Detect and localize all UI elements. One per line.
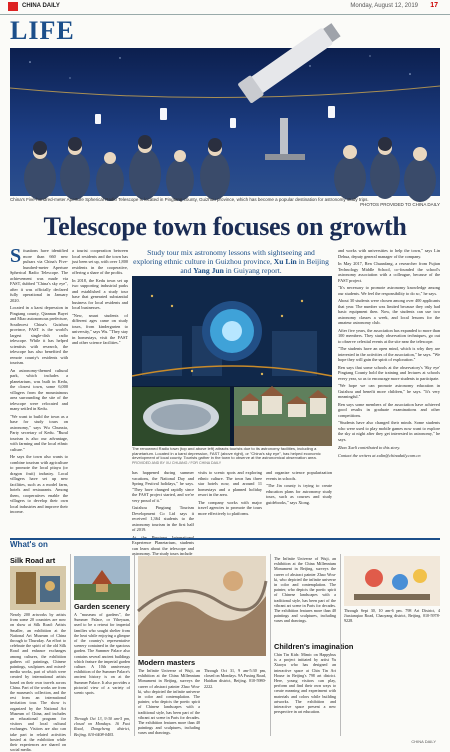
event-info: Through Sept 30, 10 am-6 pm. 798 Art District, 4 Jiuxianqiao Road, Chaoyang district, Beijing. 010-5978-9228. bbox=[344, 608, 440, 624]
whats-on-title: What's on bbox=[10, 540, 48, 549]
event-title: Garden scenery bbox=[74, 602, 130, 611]
page-number: 17 bbox=[430, 2, 438, 9]
col1-para-d: "We want to build the town as a base for study tours on astronomy," says Wu Chunxia, Party secretary of Kedu. "Rural tourism is also our advantage, with farming and the local ethnic culture." bbox=[10, 413, 68, 452]
column-divider bbox=[270, 554, 271, 736]
col2-para-b: In 2018, the Kedu town set up two supporting industrial parks and established a study tour base that generated substantial business for local residents and local businesses. bbox=[72, 277, 128, 310]
event-title: Silk Road art bbox=[10, 556, 56, 565]
event-photo-silk-road bbox=[10, 566, 66, 610]
brand-name: CHINA DAILY bbox=[22, 3, 60, 9]
col4-para-b: The company works with major travel agencies to promote the tours more effectively to platforms. bbox=[198, 499, 262, 516]
col4-para-a: visits to scenic spots and exploring ethnic culture. The town has three star hotels now, and around 11 homestays and a planned holiday resort in the area. bbox=[198, 470, 262, 497]
col3-para-b: Guizhou Pingtang Tourism Development Co Ltd says it received 1,364 students to the astronomy tourism in the first half of 2019. bbox=[132, 505, 194, 532]
col1-para-e: He says the town also wants to combine tourism with agriculture to promote the local pitaya (or dragon fruit) industry. Local villagers have set up new facilities, such as a model farm, hotels and restaurants. Among them, cooperatives enable the villagers to develop their own local industries and improve their income. bbox=[10, 454, 68, 514]
event-photo-children bbox=[344, 556, 440, 606]
article-column-3 bbox=[132, 470, 194, 556]
section-title: LIFE bbox=[10, 16, 75, 45]
col1-para-b: Located in a karst depression in Pingtang county, Qiannan Buyei and Miao autonomous prefecture, Southwest China's Guizhou province, FAST is the world's largest single-dish radio telescope. While it has helped scientists with research, the telescope has also benefited the remote county's residents with tourism. bbox=[10, 305, 68, 365]
col5-para-b: "The Jin county is trying to create education plans for astronomy study tours, such as courses and study guidebooks," says Xiong. bbox=[266, 483, 332, 505]
col6-para-f: "The students have an open mind, which is why they are interested in the activities of the association," he says. "We hope they will gain the spirit of exploration." bbox=[338, 346, 440, 362]
col5-para-a: and organize science popularization events in schools. bbox=[266, 470, 332, 481]
page-header bbox=[0, 0, 450, 15]
article-column-6 bbox=[338, 248, 440, 538]
article-column-5 bbox=[266, 470, 332, 536]
subhead: Study tour mix astronomy lessons with sightseeing and exploring ethnic culture in Guizhou province, Xu Lin in Beijing and Yang Jun in Guiyang report. bbox=[133, 248, 329, 275]
byline-2: Yang Jun bbox=[193, 266, 224, 275]
col3-para-a: has happened during summer vacations, the National Day and Spring Festival holidays," he says. "They have changed rapidly since the FAST project started, and we're very proud of it." bbox=[132, 470, 194, 503]
article-column-4 bbox=[198, 470, 262, 536]
col1-para-a: ituations have identified more than 660 new pulsars via China's Five-hundred-meter Aperture Spherical Radio Telescope. The achievement was made via FAST, dubbed "China's sky eye", after it was officially declared fully operational in January 2020. bbox=[10, 248, 68, 303]
event-photo-summer-palace bbox=[74, 556, 130, 600]
event-body: The Infinite Universe of Wuji, an exhibition at the China Millennium Monument in Beijing, surveys the career of abstract painter Zhao Wou-ki, who depicted the infinite universe in color and contemplation. The painter, who depicts the poetic spirit of Chinese landscapes with a traditional style, has been part of the vibrant art scene in Paris for decades. The exhibition features more than 40 paintings and sculptures, including vases and drawings. bbox=[138, 668, 200, 736]
col6-para-h: "We hope we can promote astronomy education in Guizhou and benefit more children," he says. "It's very meaningful." bbox=[338, 383, 440, 399]
event-body: Chin Tin Kids: Mimic on Happybus is a project initiated by artist Yu Xiaoyu who has designed an interactive space at Chin Tin Art House in Beijing's 798 art district. Here, young visitors can play, perform and find their own ways to create meaning and experiment with materials and colors while building artworks. The exhibition and interactive space present a new perspective in art education. bbox=[274, 652, 336, 715]
event-photo-modern-masters bbox=[138, 556, 266, 656]
col6-para-e: After five years, the association has expanded to more than 100 members. They study observation techniques, go out to observe celestial events at the site near the telescope. bbox=[338, 327, 440, 344]
issue-date: Monday, August 12, 2019 bbox=[350, 3, 418, 9]
contributor-note: Zhao Xueli contributed to this story. bbox=[338, 445, 401, 450]
event-body: Nearly 200 artworks by artists from some 20 countries are now on show at Silk Road: Artists Smaller, an exhibition at the National Art Museum of China through to Thursday. An effort to celebrate the spirit of the old Silk Road and enhance exchanges among cultures, the exhibition gathers oil paintings, Chinese paintings, sculptures and mixed-media works, part of which were created by international artists based on their own travels across China. Part of the works are from the museum's collection, and the rest from an international invitation tour. The show is organized by the National Art Museum of China, and includes an educational program for visitors and local cultural exchanges. Visitors are also can take part in related activities hosted at the exhibition while their experiences are shared on social media. bbox=[10, 612, 66, 752]
col2-para-c: "New, smart students of different ages came on study tours, from kindergarten to university," says Wu. "They stay in homestays, visit the FAST and other science facilities." bbox=[72, 312, 128, 345]
top-caption-text: China's Five-hundred-meter Aperture Spherical Radio Telescope is located in Pingtang county, Guizhou province, which has become a popular destination for astronomy study trips. bbox=[10, 197, 369, 202]
col2-para-a: a tourist cooperation between local residents and the town has just been set up, with over 1,800 residents in the cooperative, offering a share of the profits. bbox=[72, 248, 128, 275]
mid-photo-collage bbox=[132, 276, 332, 446]
col6-para-g: Ren says that some schools at the observatory's 'Sky eye' Pingtang County hold the training and lectures at schools every year, so as to encourage more students to participate. bbox=[338, 364, 440, 381]
article-column-1 bbox=[10, 245, 68, 536]
column-divider bbox=[70, 554, 71, 736]
col1-para-c: An astronomy-themed cultural park, which includes a planetarium, was built in Kedu, the closest town, some 6,000 villagers from the mountainous area surrounding the site of the telescope were relocated and many settled in Kedu. bbox=[10, 367, 68, 411]
col6-para-d: About 30 students were chosen among over 400 applicants that year. The number was limited because they only had basic equipment then. Now, the students can use two astronomy classes a week, and local lessons for the amateur astronomy club. bbox=[338, 298, 440, 325]
col6-para-a: and works with universities to help the town," says Lin Dehua, deputy general manager of the company. bbox=[338, 248, 440, 259]
drop-cap: S bbox=[10, 245, 22, 267]
mid-photo-caption: The renowned Radio town (top and above left) attracts tourists due to its astronomy facilities, including a planetarium. Located in a karst depression, FAST (above right), or "China's sky eye", has helped economic development of local county. Tourists gather in the town to observe at the astronomical observation area. PROVIDED AND BY XU CHUANG / FOR CHINA DAILY bbox=[132, 446, 321, 465]
contact-note: Contact the writers at xulin@chinadaily.com.cn bbox=[338, 452, 421, 458]
event-body: A "museum of gardens", the Summer Palace, or Yiheyuan, used to be a retreat for imperial families who sought shelter from the heat while enjoying a glimpse of the country's representative scenery contained in the spacious garden. The Summer Palace also contains several ancient buildings which feature the imperial garden culture. A 10th anniversary exhibition of the Summer Palace's ancient history is on at the Summer Palace. It also provides a pictorial view of a variety of scenic spots. bbox=[74, 612, 130, 696]
headline: Telescope town focuses on growth bbox=[43, 212, 407, 241]
mid-photo-credit: PROVIDED AND BY XU CHUANG / FOR CHINA DAILY bbox=[132, 460, 222, 465]
china-daily-flag-icon bbox=[8, 2, 18, 11]
event-title: Modern masters bbox=[138, 658, 196, 667]
top-photo bbox=[10, 48, 440, 196]
col3-para-c: At the Pingtang International Experience Planetarium, students can learn about the telescope and astronomy. The study tours include bbox=[132, 534, 194, 556]
col6-para-i: Ren says some members of the association have achieved good results in graduate examinations and other competitions. bbox=[338, 401, 440, 418]
event-info: Through Oct 13, 9:30 am-5 pm, closed on Mondays. 16 Fuxi Road, Dongcheng district, Beijing. 010-6408-0405. bbox=[74, 716, 130, 737]
top-photo-caption bbox=[10, 197, 440, 207]
col6-para-j: "Students have also changed their minds. Some students who were used to play mobile games now want to explore the sky at night after they get interested in astronomy," he says. bbox=[338, 420, 440, 442]
column-divider bbox=[134, 554, 135, 736]
event-info: Through Oct 31, 9 am-5:30 pm, closed on Mondays. 9A Fuxing Road, Haidian district, Beijing. 010-5980-2222. bbox=[204, 668, 266, 689]
event-body-continued: The Infinite Universe of Wuji, an exhibition at the China Millennium Monument in Beijing, surveys the career of abstract painter Zhao Wou-ki, who depicted the infinite universe in color and contemplation. The painter, who depicts the poetic spirit of Chinese landscapes with a traditional style, has been part of the vibrant art scene in Paris for decades. The exhibition features more than 40 paintings and sculptures, including vases and drawings. bbox=[274, 556, 336, 624]
whats-on-rule bbox=[10, 538, 440, 540]
editor-credit: CHINA DAILY bbox=[411, 739, 436, 744]
col6-para-b: In May 2017, Ren Chuanfang, a researcher from Fujian Technology Middle School, co-founded the school's astronomy association with a colleague, because of the FAST project. bbox=[338, 261, 440, 283]
column-divider bbox=[340, 554, 341, 736]
top-photo-credit: PHOTOS PROVIDED TO CHINA DAILY bbox=[360, 202, 440, 207]
byline-1: Xu Lin bbox=[273, 257, 297, 266]
event-title: Children's imagination bbox=[274, 642, 354, 651]
article-column-2 bbox=[72, 248, 128, 536]
col6-para-c: "It's necessary to promote astronomy knowledge among our students. We feel the responsibility to do so," he says. bbox=[338, 285, 440, 296]
